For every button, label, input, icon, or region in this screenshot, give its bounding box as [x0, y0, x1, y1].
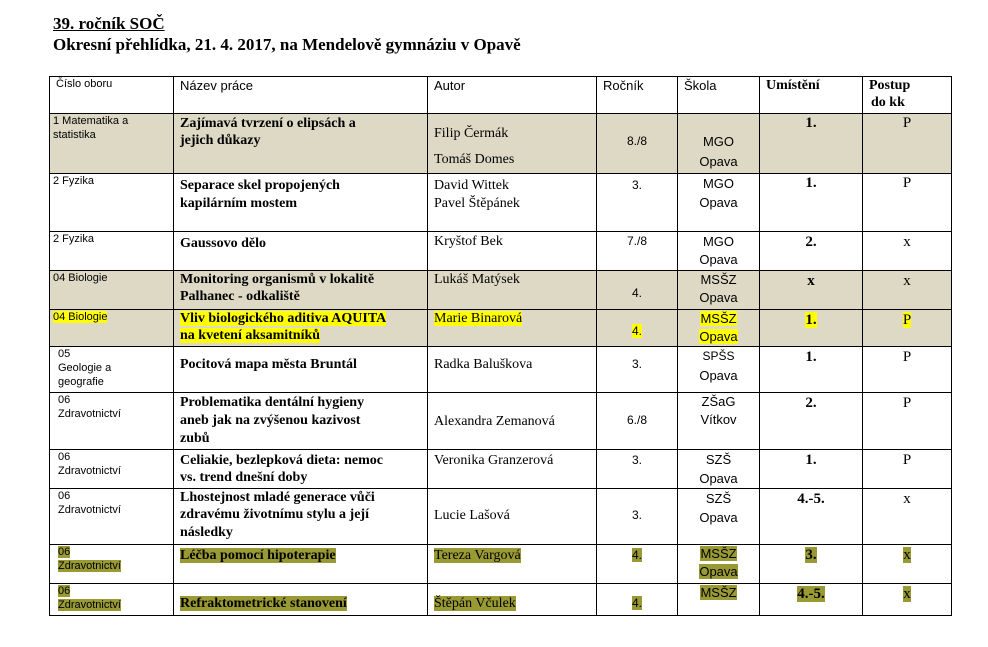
rocnik-cell: 3. [597, 450, 678, 489]
header-umisteni: Umístění [760, 77, 863, 114]
autor-cell: Filip Čermák Tomáš Domes [428, 114, 597, 174]
nazev-cell: Léčba pomocí hipoterapie [174, 545, 428, 584]
rocnik-cell: 4. [597, 545, 678, 584]
autor-cell: Marie Binarová [428, 310, 597, 347]
umisteni-cell: 1. [760, 450, 863, 489]
rocnik-cell: 4. [597, 271, 678, 310]
obor-cell: 06 Zdravotnictví [50, 393, 174, 450]
postup-cell: P [863, 450, 952, 489]
obor-cell: 2 Fyzika [50, 174, 174, 232]
umisteni-cell: 1. [760, 310, 863, 347]
postup-cell: x [863, 271, 952, 310]
obor-cell [50, 310, 174, 347]
obor-cell: 2 Fyzika [50, 232, 174, 271]
nazev-cell: Monitoring organismů v lokalitě Palhanec - odkaliště [174, 271, 428, 310]
umisteni-cell: 2. [760, 393, 863, 450]
rocnik-cell: 8./8 [597, 114, 678, 174]
rocnik-cell: 6./8 [597, 393, 678, 450]
umisteni-cell: 1. [760, 174, 863, 232]
autor-cell: Lucie Lašová [428, 489, 597, 545]
table-row [50, 174, 952, 232]
postup-cell: P [863, 174, 952, 232]
skola-cell: MSŠZ Opava [678, 310, 760, 347]
skola-cell: MSŠZ Opava [678, 545, 760, 584]
umisteni-cell: 2. [760, 232, 863, 271]
skola-cell: SZŠ Opava [678, 450, 760, 489]
nazev-cell: Zajímavá tvrzení o elipsách a jejich důkazy [174, 114, 428, 174]
rocnik-cell: 4. [597, 310, 678, 347]
skola-cell: MGO Opava [678, 174, 760, 232]
nazev-cell: Separace skel propojených kapilárním mostem [174, 174, 428, 232]
nazev-cell: Vliv biologického aditiva AQUITA na kvetení aksamitníků [174, 310, 428, 347]
header-postup: Postup do kk [863, 77, 952, 114]
header-skola: Škola [678, 77, 760, 114]
autor-cell: Veronika Granzerová [428, 450, 597, 489]
postup-cell: x [863, 232, 952, 271]
postup-cell: x [863, 545, 952, 584]
table-row [50, 271, 952, 310]
rocnik-cell: 7./8 [597, 232, 678, 271]
obor-cell: 06 Zdravotnictví [50, 489, 174, 545]
rocnik-cell: 3. [597, 489, 678, 545]
table-row [50, 310, 952, 347]
obor-cell: 04 Biologie [50, 271, 174, 310]
table-row [50, 545, 952, 584]
table-row [50, 450, 952, 489]
document-subtitle: Okresní přehlídka, 21. 4. 2017, na Mendelově gymnáziu v Opavě [53, 35, 521, 54]
skola-cell: SZŠ Opava [678, 489, 760, 545]
autor-cell: Kryštof Bek [428, 232, 597, 271]
autor-cell: Štěpán Včulek [428, 584, 597, 616]
autor-cell: Alexandra Zemanová [428, 393, 597, 450]
skola-cell: ZŠaG Vítkov [678, 393, 760, 450]
postup-cell: P [863, 393, 952, 450]
table-row [50, 584, 952, 616]
nazev-cell: Problematika dentální hygieny aneb jak na zvýšenou kazivost zubů [174, 393, 428, 450]
table-header-row [50, 77, 952, 114]
umisteni-cell: 3. [760, 545, 863, 584]
header-rocnik: Ročník [597, 77, 678, 114]
table-row [50, 114, 952, 174]
skola-cell: SPŠS Opava [678, 347, 760, 393]
umisteni-cell: 4.-5. [760, 489, 863, 545]
header-nazev: Název práce [174, 77, 428, 114]
postup-cell: P [863, 114, 952, 174]
autor-cell: Radka Baluškova [428, 347, 597, 393]
postup-cell: P [863, 347, 952, 393]
umisteni-cell: 4.-5. [760, 584, 863, 616]
skola-cell: MGO Opava [678, 232, 760, 271]
autor-cell: Lukáš Matýsek [428, 271, 597, 310]
rocnik-cell: 3. [597, 174, 678, 232]
table-row [50, 489, 952, 545]
highlighted-text: 04 Biologie [53, 311, 108, 323]
obor-cell: 06 Zdravotnictví [50, 450, 174, 489]
nazev-cell: Celiakie, bezlepková dieta: nemoc vs. trend dnešní doby [174, 450, 428, 489]
nazev-cell: Refraktometrické stanovení [174, 584, 428, 616]
obor-cell: 06 Zdravotnictví [50, 545, 174, 584]
obor-cell: 06 Zdravotnictví [50, 584, 174, 616]
obor-cell: 05 Geologie a geografie [50, 347, 174, 393]
autor-cell: David Wittek Pavel Štěpánek [428, 174, 597, 232]
nazev-cell: Gaussovo dělo [174, 232, 428, 271]
autor-cell: Tereza Vargová [428, 545, 597, 584]
skola-cell: MGO Opava [678, 114, 760, 174]
umisteni-cell: 1. [760, 347, 863, 393]
header-autor: Autor [428, 77, 597, 114]
postup-cell: P [863, 310, 952, 347]
rocnik-cell: 3. [597, 347, 678, 393]
postup-cell: x [863, 489, 952, 545]
rocnik-cell: 4. [597, 584, 678, 616]
results-table [49, 76, 952, 616]
skola-cell: MSŠZ Opava [678, 271, 760, 310]
header-obor: Číslo oboru [50, 77, 174, 114]
table-row [50, 232, 952, 271]
document-title: 39. ročník SOČ [53, 14, 165, 33]
table-row [50, 393, 952, 450]
nazev-cell: Pocitová mapa města Bruntál [174, 347, 428, 393]
skola-cell: MSŠZ [678, 584, 760, 616]
umisteni-cell: x [760, 271, 863, 310]
nazev-cell: Lhostejnost mladé generace vůči zdravému životnímu stylu a její následky [174, 489, 428, 545]
obor-cell: 1 Matematika a statistika [50, 114, 174, 174]
table-row [50, 347, 952, 393]
umisteni-cell: 1. [760, 114, 863, 174]
postup-cell: x [863, 584, 952, 616]
